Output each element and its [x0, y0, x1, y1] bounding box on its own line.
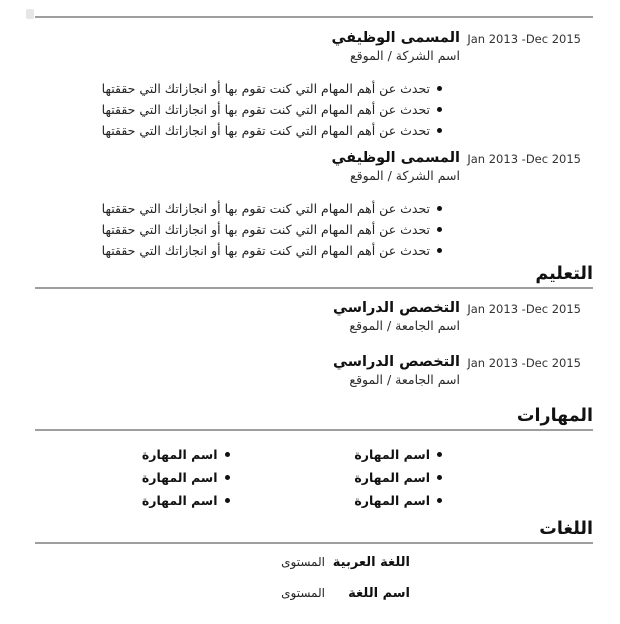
job-bullet: تحدث عن أهم المهام التي كنت تقوم بها أو انجازاتك التي حققتها [35, 198, 460, 219]
job-bullet: تحدث عن أهم المهام التي كنت تقوم بها أو انجازاتك التي حققتها [35, 99, 460, 120]
skill-item: اسم المهارة [35, 443, 248, 466]
experience-entry-2-header [35, 149, 593, 185]
experience-entry-1 [35, 29, 593, 141]
experience-entry-1-header [35, 29, 593, 65]
skills-divider [35, 429, 593, 431]
experience-entry-1-body [35, 65, 593, 141]
job-bullet-list [35, 78, 460, 141]
experience-entry-2-body [35, 185, 593, 261]
job-bullet: تحدث عن أهم المهام التي كنت تقوم بها أو انجازاتك التي حققتها [35, 219, 460, 240]
date-range: Jan 2013 -Dec 2015 [467, 152, 581, 166]
date-range: Jan 2013 -Dec 2015 [467, 356, 581, 370]
skill-item: اسم المهارة [35, 466, 248, 489]
job-title: المسمى الوظيفي [331, 150, 460, 166]
language-level: المستوى [281, 555, 325, 569]
date-gutter-spacer [460, 65, 593, 68]
experience-entry-1-titles [35, 29, 460, 65]
degree-title: التخصص الدراسي [333, 300, 460, 316]
job-bullet: تحدث عن أهم المهام التي كنت تقوم بها أو انجازاتك التي حققتها [35, 240, 460, 261]
degree-title: التخصص الدراسي [333, 354, 460, 370]
languages-divider [35, 542, 593, 544]
experience-entry-2 [35, 149, 593, 261]
job-bullet: تحدث عن أهم المهام التي كنت تقوم بها أو انجازاتك التي حققتها [35, 78, 460, 99]
skill-item: اسم المهارة [248, 443, 461, 466]
university-location: اسم الجامعة / الموقع [349, 318, 460, 333]
experience-entry-2-titles [35, 149, 460, 185]
date-range: Jan 2013 -Dec 2015 [467, 32, 581, 46]
job-bullet: تحدث عن أهم المهام التي كنت تقوم بها أو انجازاتك التي حققتها [35, 120, 460, 141]
job-bullet-list [35, 198, 460, 261]
company-location: اسم الشركة / الموقع [350, 48, 460, 63]
skill-item: اسم المهارة [248, 489, 461, 512]
education-entry-2 [35, 353, 593, 389]
education-divider [35, 287, 593, 289]
skills-list [35, 443, 460, 512]
section-heading-skills: المهارات [516, 406, 593, 426]
university-location: اسم الجامعة / الموقع [349, 372, 460, 387]
language-name: اسم اللغة [348, 586, 410, 601]
education-entry-1 [35, 299, 593, 335]
date-range: Jan 2013 -Dec 2015 [467, 302, 581, 316]
language-level: المستوى [281, 586, 325, 600]
section-heading-education: التعليم [535, 264, 593, 284]
language-name: اللغة العربية [332, 555, 410, 570]
company-location: اسم الشركة / الموقع [350, 168, 460, 183]
top-divider [35, 16, 593, 18]
date-gutter-spacer [460, 185, 593, 188]
languages-list [35, 554, 593, 602]
cropped-text-artifact [26, 9, 34, 19]
section-heading-languages: اللغات [539, 519, 593, 539]
job-title: المسمى الوظيفي [331, 30, 460, 46]
language-row [35, 554, 410, 571]
language-row [35, 585, 410, 602]
skill-item: اسم المهارة [35, 489, 248, 512]
skill-item: اسم المهارة [248, 466, 461, 489]
